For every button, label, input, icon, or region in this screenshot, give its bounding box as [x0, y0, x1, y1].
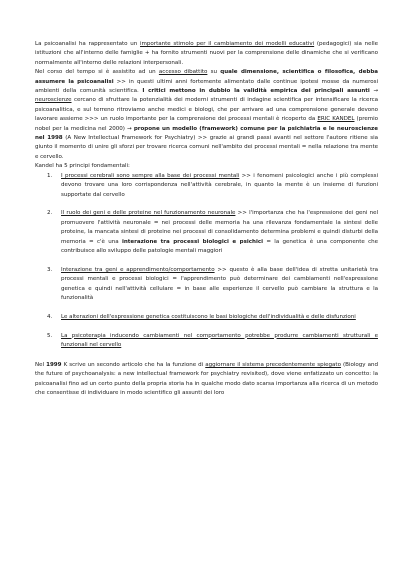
principle-item — [35, 209, 378, 256]
text-run: = la genetica è una componente che contribuisce allo sviluppo delle patologie mentali maggiori — [61, 238, 379, 254]
text-run: >> l'importanza che ha l'espressione dei geni nel promuovere l'attività neuronale = nei processi delle memoria ha una rilevanza fondamentale la sintesi delle proteine, la mancata sintesi di proteine nei processi di consolidamento determina problemi e quindi disturbi della memoria = c'è una — [61, 210, 378, 245]
text-run: >> questo è alla base dell'idea di stretta unitarietà tra processi mentali e processi biologici = l'apprendimento può determinare dei cambiamenti nell'espressione genetica e quindi nell'attività cellulare = in base alle esperienze il cervello può cambiare la struttura e la funzionalità — [61, 266, 378, 301]
text-run: (pedagogici) sia nelle istituzioni che all'interno delle famiglie + ha fornito strumenti nuovi per la comprensione delle dinamiche che si verificano normalmente all'interno delle relazioni interpersonali. — [35, 41, 378, 66]
underlined-text: Interazione tra geni e apprendimento/comportamento — [61, 266, 215, 273]
document-page — [35, 40, 378, 399]
principle-text — [61, 173, 378, 198]
bold-text: interazione tra processi biologici e psichici — [121, 238, 263, 245]
paragraph-4 — [35, 361, 378, 399]
bold-text: 1999 — [46, 361, 62, 368]
text-run: (premio nobel per la medicina nel 2000) → — [35, 116, 379, 132]
paragraph-3 — [35, 162, 378, 171]
text-run: La psicoanalisi ha rappresentato un — [35, 41, 141, 47]
underlined-text: neuroscienze — [35, 97, 72, 104]
principles-list — [35, 172, 378, 351]
text-run: Kandel ha 5 principi fondamentali: — [35, 163, 130, 170]
bold-text: I critici mettono in dubbio la validità empirica dei principali assunti — [142, 88, 370, 95]
text-run: >> in questi ultimi anni fortemente alimentato dalle continue ipotesi mosse da numerosi ambienti della comunità scientifica. — [35, 78, 378, 95]
bold-text: quale dimensione, scientifica o filosofica, debba assumere la psicoanalisi — [35, 69, 378, 85]
text-run: cercano di sfruttare la potenzialità dei moderni strumenti di indagine scientifica per intensificare la ricerca psicoanalitica, e sul terreno ritroviamo anche medici e biologi, che per arrivare ad una comprensione generale devono lavorare assieme >>> un ruolo importante per la comprensione dei processi mentali è ricoperto da — [35, 97, 378, 123]
principle-number: 5. — [47, 332, 53, 339]
principle-item — [35, 266, 378, 304]
underlined-text: accesso dibattito — [158, 69, 208, 76]
text-run: → — [369, 88, 379, 95]
text-run: >> i fenomeni psicologici anche i più complessi devono trovare una loro corrispondenza nell'attività cerebrale, in quanto la mente è un insieme di funzioni supportate dal cervello — [61, 172, 378, 198]
text-run: su — [207, 69, 221, 76]
text-run: (A New Intellectual Framework for Psychiatry) >> grazie ai grandi passi avanti nel settore l'autore ritiene sia giunto il momento di unire gli sforzi per trovare ricerca comuni nell'ambito dei processi mentali = nella relazione tra mente e cervello. — [35, 135, 379, 160]
underlined-text: aggiornare il sistema precedentemente spiegato — [205, 361, 341, 368]
underlined-text: ERIC KANDEL — [317, 116, 355, 123]
principle-number: 1. — [47, 172, 53, 179]
bold-text: propone un modello (framework) comune per la psichiatria e le neuroscienze nel 1998 — [35, 125, 378, 142]
principle-text — [61, 210, 378, 254]
underlined-text: Le alterazioni dell'espressione genetica costituiscono le basi biologiche dell'individualità e delle disfunzioni — [61, 313, 356, 320]
underlined-text: importante stimolo per il cambiamento dei modelli educativi — [140, 41, 315, 47]
underlined-text: La psicoterapia inducendo cambiamenti nel comportamento potrebbe produrre cambiamenti strutturali e funzionali nel cervello — [61, 332, 378, 348]
paragraph-2 — [35, 68, 378, 162]
principle-text — [61, 314, 356, 320]
principle-text — [61, 333, 378, 348]
principle-item — [35, 332, 378, 351]
principle-item — [35, 313, 378, 322]
principle-number: 4. — [47, 313, 53, 320]
underlined-text: I processi cerebrali sono sempre alla base dei processi mentali — [61, 172, 240, 179]
principle-item — [35, 172, 378, 200]
paragraph-1 — [35, 40, 378, 68]
text-run: K scrive un secondo articolo che ha la funzione di — [61, 361, 206, 368]
text-run: Nel corso del tempo si è assistito ad un — [35, 69, 159, 76]
principle-number: 3. — [47, 266, 53, 273]
principle-text — [61, 267, 378, 301]
text-run: Nel — [35, 361, 47, 368]
underlined-text: Il ruolo dei geni e delle proteine nel funzionamento neuronale — [61, 210, 236, 217]
text-run: (Biology and the future of psychoanalysis: a new intellectual framework for psychiatry revisited), dove viene enfatizzato un concetto: la psicoanalisi fino ad un certo punto della propria storia ha in qualche modo dato scarsa importanza alla ricerca di un metodo che consentisse di individuare in modo scientifico gli assunti dei loro — [35, 361, 378, 397]
principle-number: 2. — [47, 210, 53, 217]
